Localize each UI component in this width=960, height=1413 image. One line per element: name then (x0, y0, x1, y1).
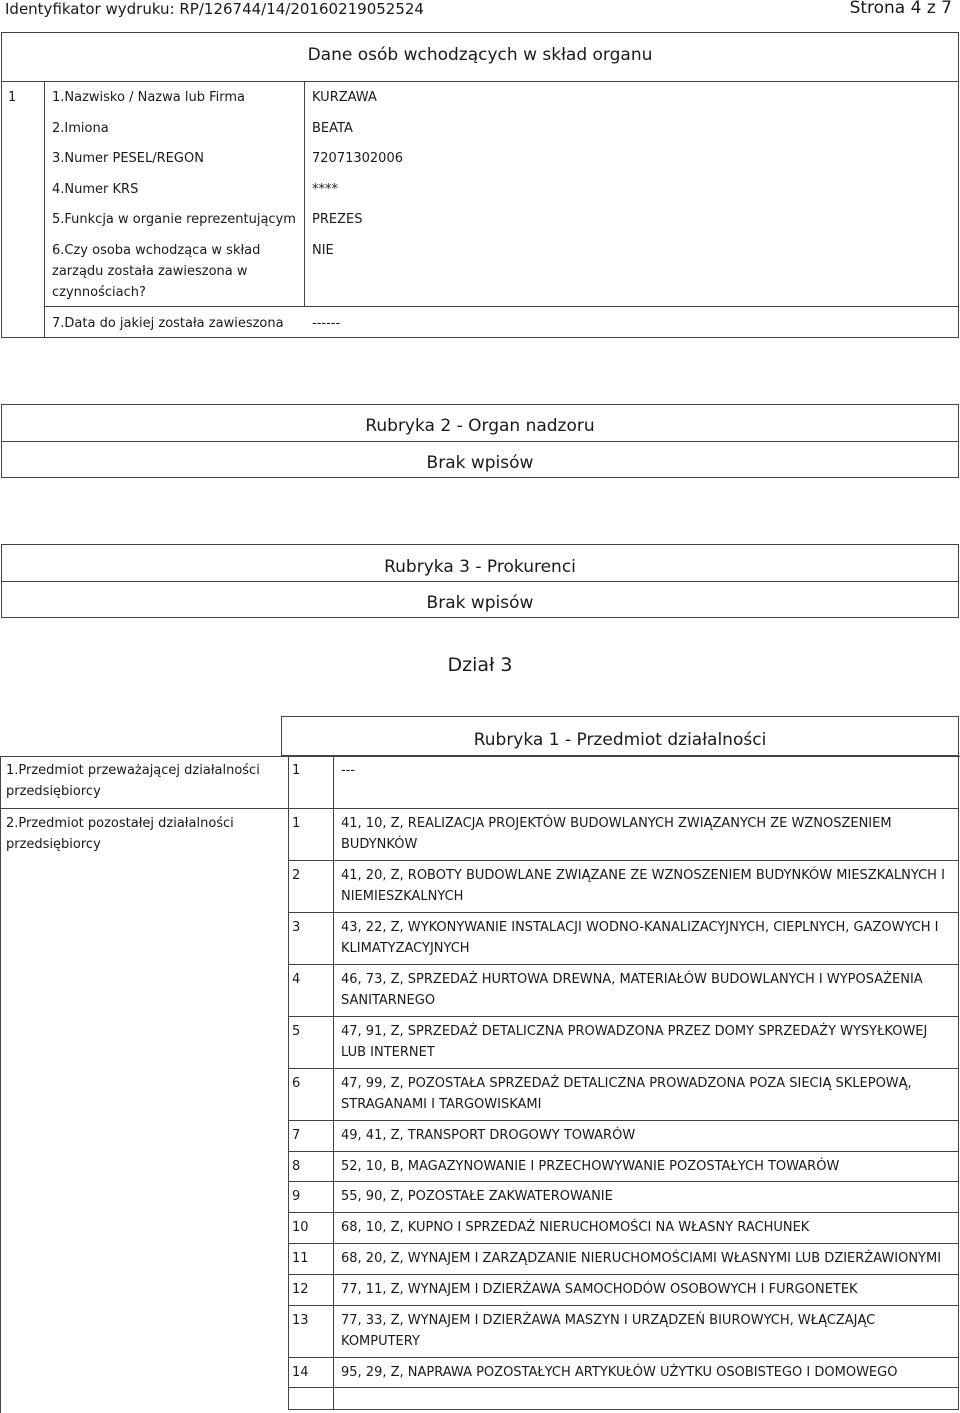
activity-text: 68, 10, Z, KUPNO I SPRZEDAŻ NIERUCHOMOŚCI NA WŁASNY RACHUNEK (341, 1220, 810, 1235)
row-value-suspended: NIE (312, 243, 334, 258)
main-activity-value: --- (341, 763, 356, 778)
row-value-surname: KURZAWA (312, 90, 377, 105)
activity-num: 10 (292, 1220, 309, 1235)
activity-num: 6 (292, 1076, 301, 1091)
activity-num: 14 (292, 1365, 309, 1380)
rubryka2-title: Rubryka 2 - Organ nadzoru (365, 416, 595, 436)
activity-num: 11 (292, 1251, 309, 1266)
row-value-names: BEATA (312, 121, 353, 136)
activity-num: 5 (292, 1024, 301, 1039)
dzial-heading: Dział 3 (447, 654, 513, 676)
other-activity-label: 2.Przedmiot pozostałej działalności przedsiębiorcy (6, 816, 234, 852)
activity-num: 2 (292, 868, 301, 883)
activity-text: 95, 29, Z, NAPRAWA POZOSTAŁYCH ARTYKUŁÓW UŻYTKU OSOBISTEGO I DOMOWEGO (341, 1365, 898, 1380)
activity-num: 13 (292, 1313, 309, 1328)
main-activity-label: 1.Przedmiot przeważającej działalności przedsiębiorcy (6, 763, 260, 799)
row-value-pesel: 72071302006 (312, 151, 403, 166)
row-value-suspended-until: ------ (312, 316, 341, 331)
row-label-pesel: 3.Numer PESEL/REGON (52, 151, 204, 166)
page-number: Strona 4 z 7 (849, 0, 952, 18)
activity-text: 46, 73, Z, SPRZEDAŻ HURTOWA DREWNA, MATERIAŁÓW BUDOWLANYCH I WYPOSAŻENIA SANITARNEGO (341, 972, 923, 1008)
rubryka3-title: Rubryka 3 - Prokurenci (384, 557, 576, 577)
activity-text: 47, 91, Z, SPRZEDAŻ DETALICZNA PROWADZONA PRZEZ DOMY SPRZEDAŻY WYSYŁKOWEJ LUB INTERNET (341, 1024, 928, 1060)
row-label-suspended-until: 7.Data do jakiej została zawieszona (52, 316, 284, 331)
activity-num: 12 (292, 1282, 309, 1297)
activity-text: 41, 20, Z, ROBOTY BUDOWLANE ZWIĄZANE ZE WZNOSZENIEM BUDYNKÓW MIESZKALNYCH I NIEMIESZKALNYCH (341, 868, 945, 904)
activity-text: 49, 41, Z, TRANSPORT DROGOWY TOWARÓW (341, 1128, 636, 1143)
row-label-function: 5.Funkcja w organie reprezentującym (52, 212, 296, 227)
row-label-names: 2.Imiona (52, 121, 109, 136)
activity-text: 41, 10, Z, REALIZACJA PROJEKTÓW BUDOWLANYCH ZWIĄZANYCH ZE WZNOSZENIEM BUDYNKÓW (341, 816, 892, 852)
activity-text: 47, 99, Z, POZOSTAŁA SPRZEDAŻ DETALICZNA PROWADZONA POZA SIECIĄ SKLEPOWĄ, STRAGANAMI I TARGOWISKAMI (341, 1076, 912, 1112)
activity-num: 3 (292, 920, 301, 935)
activity-num: 8 (292, 1159, 301, 1174)
activity-text: 77, 33, Z, WYNAJEM I DZIERŻAWA MASZYN I URZĄDZEŃ BIUROWYCH, WŁĄCZAJĄC KOMPUTERY (341, 1313, 876, 1349)
row-label-suspended: 6.Czy osoba wchodząca w skład zarządu została zawieszona w czynnościach? (52, 243, 261, 300)
activity-num: 9 (292, 1189, 301, 1204)
person-index: 1 (8, 90, 17, 105)
main-activity-num: 1 (292, 763, 301, 778)
row-label-surname: 1.Nazwisko / Nazwa lub Firma (52, 90, 245, 105)
activity-num: 4 (292, 972, 301, 987)
rubryka3-note: Brak wpisów (426, 593, 534, 613)
activity-text: 52, 10, B, MAGAZYNOWANIE I PRZECHOWYWANIE POZOSTAŁYCH TOWARÓW (341, 1159, 840, 1174)
rubryka2-note: Brak wpisów (426, 453, 534, 473)
persons-section-title: Dane osób wchodzących w skład organu (307, 45, 653, 65)
activity-text: 68, 20, Z, WYNAJEM I ZARZĄDZANIE NIERUCHOMOŚCIAMI WŁASNYMI LUB DZIERŻAWIONYMI (341, 1251, 942, 1266)
row-value-krs: **** (312, 182, 338, 197)
print-identifier: Identyfikator wydruku: RP/126744/14/20160219052524 (5, 0, 424, 18)
row-label-krs: 4.Numer KRS (52, 182, 139, 197)
activity-text: 55, 90, Z, POZOSTAŁE ZAKWATEROWANIE (341, 1189, 613, 1204)
activity-text: 43, 22, Z, WYKONYWANIE INSTALACJI WODNO-KANALIZACYJNYCH, CIEPLNYCH, GAZOWYCH I KLIMATYZACYJNYCH (341, 920, 939, 956)
rubryka1-title: Rubryka 1 - Przedmiot działalności (473, 730, 767, 750)
activity-text: 77, 11, Z, WYNAJEM I DZIERŻAWA SAMOCHODÓW OSOBOWYCH I FURGONETEK (341, 1282, 858, 1297)
row-value-function: PREZES (312, 212, 363, 227)
activity-num: 7 (292, 1128, 301, 1143)
activity-num: 1 (292, 816, 301, 831)
